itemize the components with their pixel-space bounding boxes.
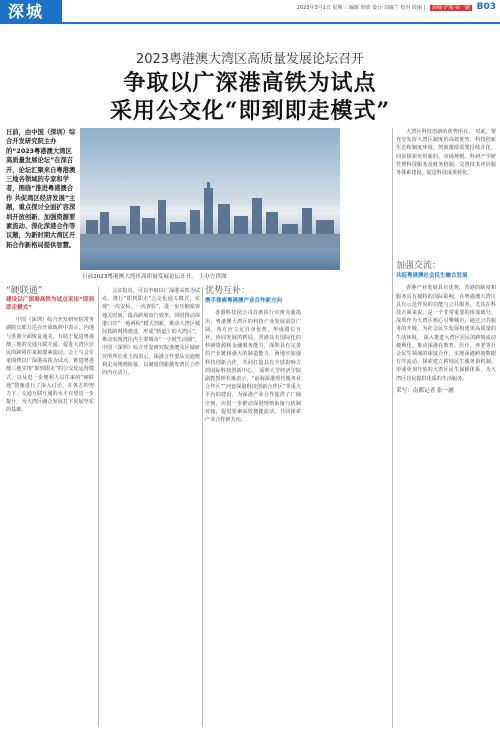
city-skyline — [80, 182, 340, 252]
section-a-body: 香港产业发展具有优势，香港的制度和服务具有独特的国际影响，在粤港澳大湾区具有示范作用的功能与公共服务，尤其在科技方面来说，是一个非常重要的组成部分。深圳作为大湾区核心引擎城市，通过公共服务的升级，为社会民生发展构建更高质量的生活环境。 深入推进大湾区居民的跨境流动便利化，推动深港在教育、医疗、养老等社会民生领域的深度合作。实现深港跨境数据有序流动，探索建立跨境民生服务新机制，形成更加开放的大湾区民生保障体系，为大湾区居民提供优质的生活服务。 — [396, 285, 496, 382]
masthead — [0, 0, 500, 26]
column-3-title: 优势互补： — [205, 286, 251, 296]
page-number: B03 — [476, 2, 496, 12]
column-divider — [98, 287, 99, 727]
section-a-title: 加强交流： — [396, 261, 442, 271]
right-lead-text: 大湾区科技创新的优势所在。 对此，要充分发挥大湾区制度的高效优势，科技创新生态和制度环境，创新激励需要持续并化，同步探索应用新的、市场规则。科研产学研管理科技服务及财务机制，完善技术评价服务体系建设，促进科技成果转化。 — [396, 129, 496, 177]
photo-caption: 日前2023粤港澳大湾区高质量发展论坛开开。 主办方供图 — [82, 274, 227, 280]
headline-line-1: 争取以广深港高铁为试点 — [123, 70, 377, 96]
column-2 — [102, 287, 200, 378]
right-column-top — [396, 128, 496, 178]
article-kicker: 2023粤港澳大湾区高质量发展论坛召开 — [135, 52, 365, 67]
column-divider — [202, 287, 203, 727]
right-column-section — [396, 262, 496, 395]
photo-water — [80, 248, 340, 270]
column-2-body: 会议指出，可以争取以广深港高铁为试点，推行“即到即走”公交化通关模式，实现“一次安检、一次查验”，进一步压缩旅客通关时间，提高跨境出行效率。同时推动深港口岸“一地两检”模式创新，推动大湾区城际铁路网络建设，形成“轨道上的大湾区”，推动实现湾区内主要城市“一小时生活圈”。 中国（深圳）综合开发研究院港澳及区域研究所所长张玉阁表示，深港合作要从交通便利走向规则衔接，以制度创新激发湾区合作的内在动力。 — [102, 288, 200, 377]
byline: 采写：南都记者 张一涵 — [396, 387, 454, 394]
quote-deck: 建设以广深港高铁为试点采用“即到即走模式” — [6, 297, 94, 311]
column-1-body: 中国（深圳）综合开发研究院常务副院长郭万达在开幕致辞中表示，内地与香港全面恢复通关，有助于促进粤港澳三地的交通互联互通，促进大湾区居民的跨境往来和要素流动。会上与会专家围绕以广深港高铁为试点，推进粤港澳三地实现“即到即走”的公交化运营模式，以及进一步便利人员往来的“硬联通”措施进行了深入讨论。在各方的努力下，交通互联互通的水平有望进一步提升，为大湾区融合发展打下更加坚实的基础。 — [6, 317, 94, 414]
edition-badge: 深城·沪城·第一刷 — [431, 5, 471, 11]
column-1 — [6, 287, 94, 416]
issue-info: 2023年3月1日 星期三 编辑 韩欣 设计 刘威兰 校对 段丽 | — [296, 5, 426, 11]
column-3 — [205, 287, 301, 425]
section-tag: 深城 — [0, 0, 62, 24]
article-lead: 日前，由中国（深圳）综合开发研究院主办的“2023粤港澳大湾区高质量发展论坛”在深召开，论坛汇聚来自粤港澳三地各领域的专家和学者，围绕“推进粤港澳合作 共促湾区经济发展”主题，重点探讨全面扩容深圳开放创新、加强资源要素流动、深化深港合作等议题，为新时期大湾区开拓合作新格局提供智慧。 — [6, 129, 76, 249]
headline-line-2: 采用公交化“即到即走模式” — [109, 98, 391, 124]
column-3-deck: 携手探索粤港澳产业合作新方向 — [205, 298, 283, 305]
quote-label: “硬联通” — [6, 286, 43, 296]
section-a-deck: 共促粤港澳社会民生融合发展 — [396, 273, 468, 280]
forum-photo — [80, 128, 340, 270]
masthead-meta — [297, 2, 496, 12]
column-divider — [392, 128, 393, 728]
masthead-rule — [62, 22, 500, 24]
column-3-body: 香港科技园公司首席执行官黄克强指出，粤港澳大湾区的科技产业发展前景广阔，各方应立足自身优势，形成错位互补、协同发展的格局。香港具有国际化的科研资源和金融服务能力，深圳具有完善的产业链和强大的制造能力，两地应加强科技创新合作，共同打造具有全球影响力的国际科技创新中心。 深圳大学经济学院副教授钟若愚表示，“前海深港现代服务业合作区”“河套深港科技创新合作区”等重大平台的建设，为深港产业合作提供了广阔空间，应进一步推动深港规则衔接与机制对接，促进要素高效便捷流动，共同探索产业合作新方向。 — [205, 310, 301, 424]
